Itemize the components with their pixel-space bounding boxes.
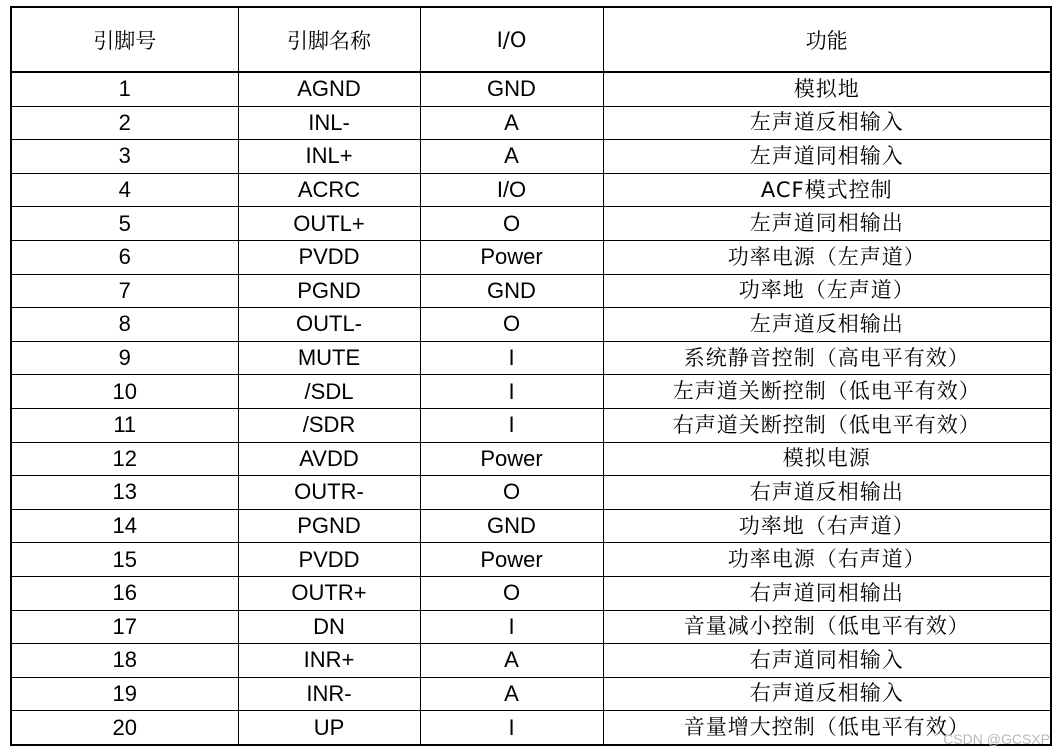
table-row xyxy=(11,610,1051,644)
io-type-cell: O xyxy=(420,308,603,342)
pin-name-cell: OUTR- xyxy=(238,476,420,510)
pin-name-cell: UP xyxy=(238,711,420,745)
pin-name-cell: OUTL- xyxy=(238,308,420,342)
pin-number-cell: 12 xyxy=(11,442,238,476)
table-row xyxy=(11,677,1051,711)
io-type-cell: A xyxy=(420,140,603,174)
pin-number-cell: 8 xyxy=(11,308,238,342)
function-cell: 功率电源（右声道） xyxy=(603,543,1051,577)
pin-name-cell: PGND xyxy=(238,274,420,308)
table-row xyxy=(11,240,1051,274)
io-type-cell: I/O xyxy=(420,173,603,207)
pin-name-cell: PVDD xyxy=(238,240,420,274)
table-row xyxy=(11,308,1051,342)
table-row xyxy=(11,442,1051,476)
io-type-cell: I xyxy=(420,610,603,644)
function-cell: 系统静音控制（高电平有效） xyxy=(603,341,1051,375)
table-row xyxy=(11,106,1051,140)
table-row xyxy=(11,408,1051,442)
pin-number-cell: 2 xyxy=(11,106,238,140)
pin-name-cell: AGND xyxy=(238,72,420,106)
pin-number-cell: 7 xyxy=(11,274,238,308)
io-type-cell: I xyxy=(420,375,603,409)
pin-name-cell: ACRC xyxy=(238,173,420,207)
table-row xyxy=(11,207,1051,241)
function-cell: 功率地（左声道） xyxy=(603,274,1051,308)
header-function: 功能 xyxy=(603,7,1051,72)
pin-number-cell: 9 xyxy=(11,341,238,375)
pin-number-cell: 13 xyxy=(11,476,238,510)
pin-name-cell: INR- xyxy=(238,677,420,711)
io-type-cell: I xyxy=(420,408,603,442)
function-cell: 功率地（右声道） xyxy=(603,509,1051,543)
io-type-cell: O xyxy=(420,476,603,510)
io-type-cell: GND xyxy=(420,274,603,308)
pin-name-cell: INL+ xyxy=(238,140,420,174)
table-row xyxy=(11,543,1051,577)
io-type-cell: O xyxy=(420,207,603,241)
function-cell: 左声道关断控制（低电平有效） xyxy=(603,375,1051,409)
table-header-row xyxy=(11,7,1051,72)
io-type-cell: GND xyxy=(420,72,603,106)
pin-name-cell: INR+ xyxy=(238,644,420,678)
pin-number-cell: 4 xyxy=(11,173,238,207)
io-type-cell: Power xyxy=(420,543,603,577)
function-cell: 右声道同相输入 xyxy=(603,644,1051,678)
pin-name-cell: /SDL xyxy=(238,375,420,409)
function-cell: 左声道同相输出 xyxy=(603,207,1051,241)
pin-name-cell: /SDR xyxy=(238,408,420,442)
io-type-cell: O xyxy=(420,576,603,610)
table-row xyxy=(11,509,1051,543)
pin-number-cell: 16 xyxy=(11,576,238,610)
io-type-cell: A xyxy=(420,106,603,140)
function-cell: 左声道反相输入 xyxy=(603,106,1051,140)
io-type-cell: Power xyxy=(420,442,603,476)
table-row xyxy=(11,140,1051,174)
function-cell: 左声道同相输入 xyxy=(603,140,1051,174)
function-cell: 模拟电源 xyxy=(603,442,1051,476)
header-pin-number: 引脚号 xyxy=(11,7,238,72)
function-cell: 模拟地 xyxy=(603,72,1051,106)
pin-number-cell: 3 xyxy=(11,140,238,174)
pin-number-cell: 5 xyxy=(11,207,238,241)
table-row xyxy=(11,476,1051,510)
table-row xyxy=(11,173,1051,207)
pin-number-cell: 14 xyxy=(11,509,238,543)
io-type-cell: GND xyxy=(420,509,603,543)
pin-name-cell: INL- xyxy=(238,106,420,140)
table-row xyxy=(11,341,1051,375)
watermark: CSDN @GCSXP xyxy=(943,731,1050,747)
pin-name-cell: DN xyxy=(238,610,420,644)
pin-name-cell: OUTL+ xyxy=(238,207,420,241)
function-cell: 右声道同相输出 xyxy=(603,576,1051,610)
function-cell: 音量减小控制（低电平有效） xyxy=(603,610,1051,644)
function-cell: 音量增大控制（低电平有效） xyxy=(603,711,1051,745)
io-type-cell: I xyxy=(420,341,603,375)
pin-name-cell: MUTE xyxy=(238,341,420,375)
io-type-cell: Power xyxy=(420,240,603,274)
pin-number-cell: 15 xyxy=(11,543,238,577)
header-io: I/O xyxy=(420,7,603,72)
io-type-cell: A xyxy=(420,644,603,678)
pin-number-cell: 6 xyxy=(11,240,238,274)
table-body xyxy=(11,72,1051,745)
function-cell: 右声道反相输入 xyxy=(603,677,1051,711)
function-cell: 功率电源（左声道） xyxy=(603,240,1051,274)
pin-name-cell: OUTR+ xyxy=(238,576,420,610)
function-cell: 右声道反相输出 xyxy=(603,476,1051,510)
pin-number-cell: 1 xyxy=(11,72,238,106)
io-type-cell: I xyxy=(420,711,603,745)
pin-number-cell: 17 xyxy=(11,610,238,644)
table-row xyxy=(11,274,1051,308)
pin-number-cell: 20 xyxy=(11,711,238,745)
header-pin-name: 引脚名称 xyxy=(238,7,420,72)
table-row xyxy=(11,711,1051,745)
pin-number-cell: 19 xyxy=(11,677,238,711)
function-cell: 右声道关断控制（低电平有效） xyxy=(603,408,1051,442)
pin-name-cell: PGND xyxy=(238,509,420,543)
table-row xyxy=(11,576,1051,610)
pin-number-cell: 18 xyxy=(11,644,238,678)
pin-name-cell: PVDD xyxy=(238,543,420,577)
pin-name-cell: AVDD xyxy=(238,442,420,476)
table-row xyxy=(11,375,1051,409)
table-row xyxy=(11,644,1051,678)
pin-number-cell: 11 xyxy=(11,408,238,442)
table-row xyxy=(11,72,1051,106)
pin-function-table xyxy=(10,6,1052,746)
io-type-cell: A xyxy=(420,677,603,711)
function-cell: 左声道反相输出 xyxy=(603,308,1051,342)
pin-number-cell: 10 xyxy=(11,375,238,409)
function-cell: ACF模式控制 xyxy=(603,173,1051,207)
